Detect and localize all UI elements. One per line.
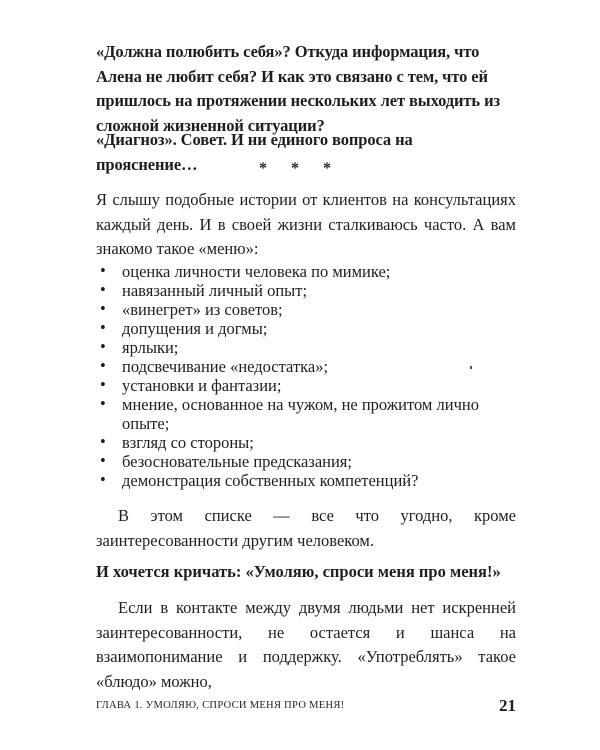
bullet-icon: • bbox=[100, 432, 106, 451]
list-item-text: мнение, основанное на чужом, не прожитом лично опыте; bbox=[122, 395, 479, 433]
list-item bbox=[96, 452, 516, 471]
bullet-icon: • bbox=[100, 451, 106, 470]
closing-paragraph: Если в контакте между двумя людьми нет искренней заинтересованности, не остается и шанса на взаимопонимание и поддержку. «Употреблять» такое «блюдо» можно, bbox=[96, 598, 516, 691]
bullet-icon: • bbox=[100, 470, 106, 489]
bullet-icon: • bbox=[100, 375, 106, 394]
bullet-icon: • bbox=[100, 356, 106, 375]
running-head: ГЛАВА 1. УМОЛЯЮ, СПРОСИ МЕНЯ ПРО МЕНЯ! bbox=[96, 700, 345, 711]
section-separator: * * * bbox=[259, 160, 341, 177]
list-item bbox=[96, 262, 516, 281]
bullet-icon: • bbox=[100, 280, 106, 299]
list-item-text: «винегрет» из советов; bbox=[122, 300, 283, 319]
print-speck bbox=[470, 366, 472, 369]
list-item-text: ярлыки; bbox=[122, 338, 179, 357]
bullet-icon: • bbox=[100, 337, 106, 356]
list-item bbox=[96, 395, 516, 433]
list-item-text: установки и фантазии; bbox=[122, 376, 282, 395]
list-item-text: подсвечивание «недостатка»; bbox=[122, 357, 329, 376]
bullet-icon: • bbox=[100, 261, 106, 280]
list-item bbox=[96, 357, 516, 376]
list-item-text: взгляд со стороны; bbox=[122, 433, 254, 452]
intro-paragraph: Я слышу подобные истории от клиентов на консультациях каждый день. И в своей жизни сталкиваюсь часто. А вам знакомо такое «меню»: bbox=[96, 190, 516, 258]
list-item-text: допущения и догмы; bbox=[122, 319, 268, 338]
bold-paragraph-question: «Должна полюбить себя»? Откуда информация, что Алена не любит себя? И как это связано с тем, что ей пришлось на протяжении нескольких лет выходить из сложной жизненной ситуации? bbox=[96, 42, 501, 135]
list-item-text: оценка личности человека по мимике; bbox=[122, 262, 391, 281]
list-item bbox=[96, 471, 516, 490]
list-item bbox=[96, 319, 516, 338]
menu-list bbox=[96, 262, 516, 490]
list-item bbox=[96, 433, 516, 452]
bullet-icon: • bbox=[100, 394, 106, 413]
list-item bbox=[96, 338, 516, 357]
list-item-text: безосновательные предсказания; bbox=[122, 452, 352, 471]
bullet-icon: • bbox=[100, 299, 106, 318]
page-number: 21 bbox=[499, 696, 516, 715]
after-list-paragraph: В этом списке — все что угодно, кроме заинтересованности другим человеком. bbox=[96, 506, 516, 550]
list-item bbox=[96, 281, 516, 300]
list-item-text: навязанный личный опыт; bbox=[122, 281, 308, 300]
section-heading: И хочется кричать: «Умоляю, спроси меня про меня!» bbox=[96, 562, 501, 581]
bold-paragraph-diagnosis: «Диагноз». Совет. И ни единого вопроса на прояснение… bbox=[96, 130, 413, 174]
list-item-text: демонстрация собственных компетенций? bbox=[122, 471, 419, 490]
bullet-icon: • bbox=[100, 318, 106, 337]
list-item bbox=[96, 300, 516, 319]
page-footer bbox=[96, 696, 516, 716]
list-item bbox=[96, 376, 516, 395]
